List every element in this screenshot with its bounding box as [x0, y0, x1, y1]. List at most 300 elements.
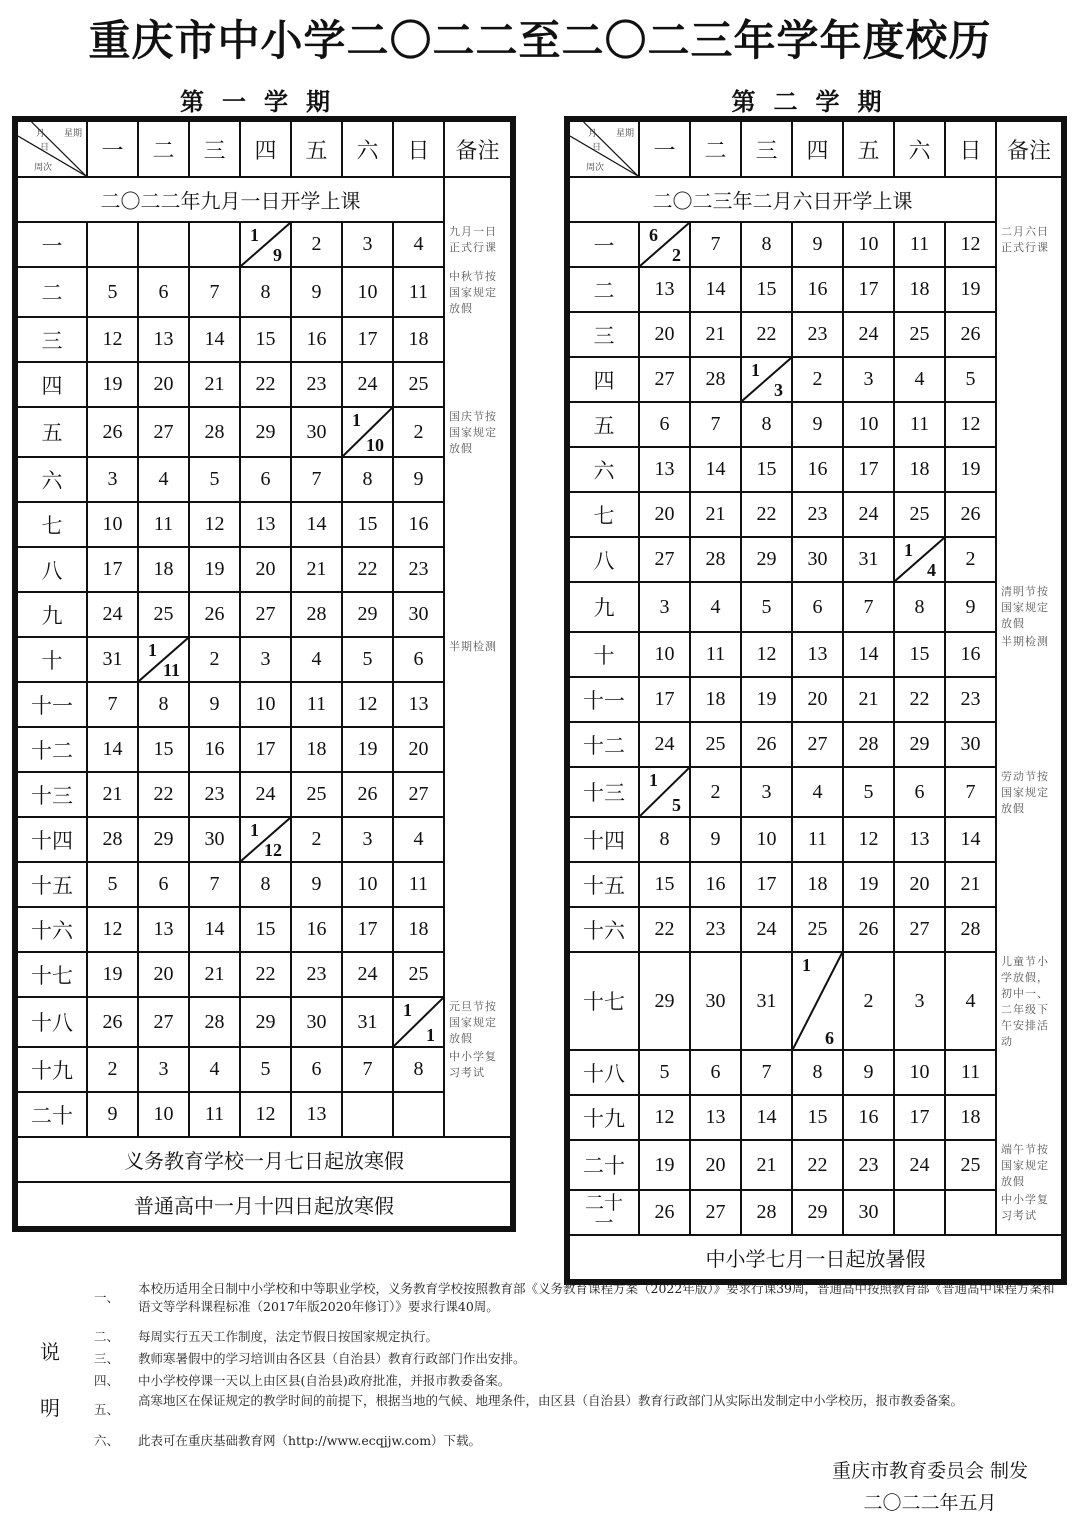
- note-text: 高寒地区在保证规定的教学时间的前提下，根据当地的气候、地理条件，由区县（自治县）教育行政部门从实际出发制定中小学校历，报市教委备案。: [138, 1393, 964, 1408]
- week-row: [17, 222, 511, 267]
- day-cell: 30: [189, 817, 240, 862]
- day-cell: 10: [240, 682, 291, 727]
- note-item: [94, 1350, 1064, 1368]
- day-cell: 7: [87, 682, 138, 727]
- corner-week-label: 周次: [586, 163, 605, 173]
- day-cell: 16: [792, 267, 843, 312]
- week-row: [569, 267, 1062, 312]
- remarks-spacer: [444, 177, 511, 222]
- semester-1-title: 第一学期: [180, 88, 348, 116]
- week-row: [17, 547, 511, 592]
- week-row: [569, 402, 1062, 447]
- day-cell: 15: [240, 317, 291, 362]
- header-row: [569, 121, 1062, 177]
- day-cell: 29: [639, 952, 690, 1050]
- day-cell: 19: [741, 677, 792, 722]
- day-cell: 9: [87, 1092, 138, 1137]
- day-cell: 15: [639, 862, 690, 907]
- week-label: 十一: [569, 677, 639, 722]
- day-cell: 5: [639, 1050, 690, 1095]
- day-cell: 27: [894, 907, 945, 952]
- week-label: 十六: [17, 907, 87, 952]
- day-cell: 26: [87, 407, 138, 457]
- day-cell: 17: [342, 317, 393, 362]
- day-cell: 26: [945, 312, 996, 357]
- day-cell: 8: [792, 1050, 843, 1095]
- day-cell: 24: [342, 952, 393, 997]
- day-cell: 12: [741, 632, 792, 677]
- day-cell: 23: [393, 547, 444, 592]
- day-cell: 25: [792, 907, 843, 952]
- vacation-notice: 普通高中一月十四日起放寒假: [17, 1182, 511, 1227]
- week-row: [17, 772, 511, 817]
- day-cell: 8: [342, 457, 393, 502]
- day-cell: 18: [690, 677, 741, 722]
- start-banner-row: [569, 177, 1062, 222]
- day-cell: 10: [342, 267, 393, 317]
- day-cell: 26: [342, 772, 393, 817]
- month-start-cell: [639, 767, 690, 817]
- remark-cell: [996, 267, 1062, 312]
- week-label: 六: [569, 447, 639, 492]
- day-cell: 20: [690, 1140, 741, 1190]
- day-cell: 2: [945, 537, 996, 582]
- semester-2-title: 第二学期: [731, 88, 900, 116]
- day-cell: 28: [87, 817, 138, 862]
- day-cell: 15: [792, 1095, 843, 1140]
- month-number: 6: [649, 225, 658, 245]
- day-cell: 4: [690, 582, 741, 632]
- day-cell: 10: [342, 862, 393, 907]
- week-label: 八: [569, 537, 639, 582]
- week-row: [17, 502, 511, 547]
- month-number: 1: [751, 360, 760, 380]
- footer-row: [17, 1182, 511, 1227]
- day-cell: 8: [741, 222, 792, 267]
- day-cell: 7: [690, 402, 741, 447]
- day-cell: [87, 222, 138, 267]
- day-cell: 23: [945, 677, 996, 722]
- day-cell: 20: [639, 312, 690, 357]
- day-cell: 7: [843, 582, 894, 632]
- day-cell: 19: [639, 1140, 690, 1190]
- day-cell: 23: [189, 772, 240, 817]
- week-label: 三: [569, 312, 639, 357]
- remark-cell: [996, 312, 1062, 357]
- day-cell: 23: [843, 1140, 894, 1190]
- day-number: 10: [366, 435, 384, 455]
- day-cell: 29: [138, 817, 189, 862]
- day-cell: 3: [342, 222, 393, 267]
- day-cell: 18: [138, 547, 189, 592]
- day-cell: 19: [945, 267, 996, 312]
- week-row: [17, 267, 511, 317]
- day-cell: 3: [342, 817, 393, 862]
- day-cell: 11: [690, 632, 741, 677]
- remark-cell: [444, 1092, 511, 1137]
- day-number: 11: [162, 660, 180, 680]
- remark-cell: [444, 457, 511, 502]
- day-cell: 5: [945, 357, 996, 402]
- week-row: [569, 862, 1062, 907]
- day-cell: 13: [240, 502, 291, 547]
- remark-cell: 中小学复习考试: [444, 1047, 511, 1092]
- start-banner: 二〇二二年九月一日开学上课: [17, 177, 444, 222]
- week-label: 二: [17, 267, 87, 317]
- note-item: [94, 1328, 1064, 1346]
- month-start-cell: [393, 997, 444, 1047]
- day-cell: 15: [741, 447, 792, 492]
- day-cell: 13: [639, 447, 690, 492]
- day-cell: 30: [945, 722, 996, 767]
- day-cell: 12: [843, 817, 894, 862]
- day-cell: 22: [894, 677, 945, 722]
- week-row: [569, 767, 1062, 817]
- day-cell: 7: [291, 457, 342, 502]
- day-cell: 12: [945, 222, 996, 267]
- weekday-header: 四: [240, 121, 291, 177]
- day-cell: 24: [240, 772, 291, 817]
- day-cell: 6: [240, 457, 291, 502]
- month-start-cell: [639, 222, 690, 267]
- day-cell: 13: [393, 682, 444, 727]
- day-cell: 12: [87, 907, 138, 952]
- remark-cell: [996, 537, 1062, 582]
- day-cell: 13: [792, 632, 843, 677]
- week-label: 九: [17, 592, 87, 637]
- day-cell: 4: [792, 767, 843, 817]
- month-start-cell: [342, 407, 393, 457]
- week-row: [17, 727, 511, 772]
- week-row: [17, 592, 511, 637]
- day-cell: 20: [240, 547, 291, 592]
- day-cell: [894, 1190, 945, 1235]
- week-label: 十: [569, 632, 639, 677]
- remark-cell: 端午节按国家规定放假: [996, 1140, 1062, 1190]
- day-cell: 18: [945, 1095, 996, 1140]
- day-cell: 16: [843, 1095, 894, 1140]
- remark-cell: [444, 862, 511, 907]
- week-row: [569, 582, 1062, 632]
- month-start-cell: [240, 817, 291, 862]
- week-label: 十九: [569, 1095, 639, 1140]
- day-cell: 3: [843, 357, 894, 402]
- remark-cell: [996, 402, 1062, 447]
- day-cell: 7: [741, 1050, 792, 1095]
- day-cell: 28: [741, 1190, 792, 1235]
- day-cell: 15: [342, 502, 393, 547]
- remark-cell: [996, 722, 1062, 767]
- remark-cell: [444, 317, 511, 362]
- day-cell: 5: [189, 457, 240, 502]
- day-cell: 24: [843, 312, 894, 357]
- day-cell: 6: [894, 767, 945, 817]
- day-cell: 21: [690, 492, 741, 537]
- remark-cell: 劳动节按国家规定放假: [996, 767, 1062, 817]
- day-cell: 14: [189, 317, 240, 362]
- calendar-table: [568, 120, 1063, 1281]
- remark-cell: [996, 862, 1062, 907]
- day-cell: 11: [894, 222, 945, 267]
- remark-cell: [996, 907, 1062, 952]
- day-cell: 11: [393, 862, 444, 907]
- day-cell: [393, 1092, 444, 1137]
- week-row: [17, 457, 511, 502]
- weekday-header: 二: [138, 121, 189, 177]
- day-cell: 8: [741, 402, 792, 447]
- day-cell: 17: [639, 677, 690, 722]
- day-cell: 30: [291, 407, 342, 457]
- day-cell: 26: [843, 907, 894, 952]
- week-row: [17, 997, 511, 1047]
- day-cell: 7: [189, 862, 240, 907]
- footer-row: [569, 1235, 1062, 1280]
- day-cell: 21: [741, 1140, 792, 1190]
- week-label: 三: [17, 317, 87, 362]
- day-cell: 13: [894, 817, 945, 862]
- day-cell: 17: [894, 1095, 945, 1140]
- day-cell: 22: [240, 362, 291, 407]
- day-cell: 9: [843, 1050, 894, 1095]
- remark-cell: [444, 362, 511, 407]
- day-cell: 26: [945, 492, 996, 537]
- day-cell: 5: [342, 637, 393, 682]
- remark-cell: [444, 817, 511, 862]
- day-cell: 14: [843, 632, 894, 677]
- day-cell: 30: [690, 952, 741, 1050]
- day-cell: 29: [894, 722, 945, 767]
- day-cell: 29: [741, 537, 792, 582]
- remarks-spacer: [996, 177, 1062, 222]
- week-label: 十四: [17, 817, 87, 862]
- day-cell: 20: [639, 492, 690, 537]
- day-cell: 3: [87, 457, 138, 502]
- day-cell: 15: [894, 632, 945, 677]
- note-item: [94, 1432, 1064, 1450]
- week-row: [17, 1047, 511, 1092]
- day-cell: 27: [138, 997, 189, 1047]
- day-cell: 5: [87, 862, 138, 907]
- day-cell: 13: [138, 317, 189, 362]
- week-label: 十七: [17, 952, 87, 997]
- day-cell: 27: [138, 407, 189, 457]
- week-row: [17, 317, 511, 362]
- day-cell: 30: [393, 592, 444, 637]
- remark-cell: [996, 817, 1062, 862]
- day-number: 6: [825, 1028, 834, 1048]
- remark-cell: [996, 677, 1062, 722]
- note-number: 六、: [94, 1433, 120, 1448]
- day-cell: 25: [894, 312, 945, 357]
- day-cell: 20: [138, 362, 189, 407]
- semester-2-calendar: [564, 116, 1067, 1285]
- remark-cell: 儿童节小学放假，初中一、二年级下午安排活动: [996, 952, 1062, 1050]
- day-cell: 4: [393, 817, 444, 862]
- week-row: [17, 682, 511, 727]
- day-cell: 28: [690, 537, 741, 582]
- day-cell: 25: [393, 952, 444, 997]
- day-cell: 19: [945, 447, 996, 492]
- month-number: 1: [649, 770, 658, 790]
- week-row: [569, 952, 1062, 1050]
- day-cell: 11: [894, 402, 945, 447]
- day-cell: 2: [393, 407, 444, 457]
- day-cell: 18: [393, 907, 444, 952]
- day-cell: 16: [291, 907, 342, 952]
- day-number: 3: [774, 380, 783, 400]
- day-cell: 13: [639, 267, 690, 312]
- day-cell: 10: [843, 222, 894, 267]
- day-cell: 25: [291, 772, 342, 817]
- day-cell: 28: [690, 357, 741, 402]
- week-row: [569, 447, 1062, 492]
- day-cell: 24: [342, 362, 393, 407]
- day-cell: 21: [189, 952, 240, 997]
- day-number: 4: [927, 560, 936, 580]
- day-cell: 22: [792, 1140, 843, 1190]
- day-cell: 22: [741, 492, 792, 537]
- corner-month-label: 月: [588, 129, 598, 139]
- remark-cell: [996, 1095, 1062, 1140]
- day-cell: 12: [639, 1095, 690, 1140]
- day-cell: 3: [741, 767, 792, 817]
- week-label: 五: [17, 407, 87, 457]
- day-cell: 13: [138, 907, 189, 952]
- day-cell: 10: [741, 817, 792, 862]
- day-cell: 18: [894, 267, 945, 312]
- corner-week-label: 周次: [34, 163, 53, 173]
- day-cell: 22: [741, 312, 792, 357]
- day-cell: 20: [393, 727, 444, 772]
- note-number: 五、: [94, 1402, 120, 1417]
- week-label: 十五: [17, 862, 87, 907]
- week-row: [569, 1190, 1062, 1235]
- day-cell: 17: [240, 727, 291, 772]
- day-cell: 9: [291, 267, 342, 317]
- day-cell: 6: [639, 402, 690, 447]
- remark-cell: 二月六日正式行课: [996, 222, 1062, 267]
- week-label: 二十: [569, 1140, 639, 1190]
- week-label: 七: [17, 502, 87, 547]
- weekday-header: 日: [945, 121, 996, 177]
- day-cell: 25: [690, 722, 741, 767]
- month-start-cell: [894, 537, 945, 582]
- day-cell: 18: [792, 862, 843, 907]
- day-cell: 31: [741, 952, 792, 1050]
- day-cell: 2: [843, 952, 894, 1050]
- week-label: 二十: [17, 1092, 87, 1137]
- day-cell: 9: [393, 457, 444, 502]
- day-cell: 14: [741, 1095, 792, 1140]
- day-cell: 12: [87, 317, 138, 362]
- day-cell: 24: [639, 722, 690, 767]
- day-cell: 24: [741, 907, 792, 952]
- day-cell: 5: [240, 1047, 291, 1092]
- week-label: 十: [17, 637, 87, 682]
- remark-cell: 清明节按国家规定放假: [996, 582, 1062, 632]
- day-cell: 5: [741, 582, 792, 632]
- day-cell: 3: [240, 637, 291, 682]
- remark-cell: 元旦节按国家规定放假: [444, 997, 511, 1047]
- day-cell: 10: [138, 1092, 189, 1137]
- day-cell: 11: [291, 682, 342, 727]
- week-row: [17, 952, 511, 997]
- week-label: 一: [569, 222, 639, 267]
- week-row: [569, 537, 1062, 582]
- day-cell: 4: [291, 637, 342, 682]
- notes-label: 说明: [40, 1340, 60, 1420]
- week-row: [17, 907, 511, 952]
- week-row: [569, 677, 1062, 722]
- day-cell: 26: [189, 592, 240, 637]
- day-cell: 27: [240, 592, 291, 637]
- day-cell: 22: [342, 547, 393, 592]
- week-row: [17, 407, 511, 457]
- month-start-cell: [138, 637, 189, 682]
- note-item: [94, 1392, 1064, 1417]
- day-cell: 12: [342, 682, 393, 727]
- day-cell: 11: [393, 267, 444, 317]
- day-cell: 16: [393, 502, 444, 547]
- month-number: 1: [250, 225, 259, 245]
- weekday-header: 六: [894, 121, 945, 177]
- day-cell: 23: [690, 907, 741, 952]
- day-cell: 16: [189, 727, 240, 772]
- week-row: [569, 632, 1062, 677]
- day-cell: 28: [291, 592, 342, 637]
- day-cell: 16: [690, 862, 741, 907]
- week-label: 二: [569, 267, 639, 312]
- remark-cell: 九月一日正式行课: [444, 222, 511, 267]
- day-cell: [342, 1092, 393, 1137]
- week-label: 十八: [17, 997, 87, 1047]
- day-cell: 27: [639, 357, 690, 402]
- week-label: 十九: [17, 1047, 87, 1092]
- day-cell: 21: [945, 862, 996, 907]
- note-text: 教师寒暑假中的学习培训由各区县（自治县）教育行政部门作出安排。: [138, 1351, 526, 1366]
- week-row: [569, 907, 1062, 952]
- remark-cell: [996, 447, 1062, 492]
- day-cell: 17: [741, 862, 792, 907]
- day-cell: 30: [291, 997, 342, 1047]
- week-label: 十八: [569, 1050, 639, 1095]
- day-cell: 24: [894, 1140, 945, 1190]
- day-cell: 12: [945, 402, 996, 447]
- day-cell: 5: [843, 767, 894, 817]
- day-cell: 7: [690, 222, 741, 267]
- corner-day-label: 日: [40, 143, 50, 153]
- weekday-header: 日: [393, 121, 444, 177]
- week-row: [17, 862, 511, 907]
- corner-cell: [569, 121, 639, 177]
- day-number: 12: [264, 840, 282, 860]
- day-cell: 8: [393, 1047, 444, 1092]
- remark-cell: [444, 772, 511, 817]
- month-number: 1: [352, 410, 361, 430]
- day-cell: 25: [138, 592, 189, 637]
- signature: [810, 1455, 1050, 1519]
- day-cell: 13: [291, 1092, 342, 1137]
- footer-row: [17, 1137, 511, 1182]
- day-cell: 11: [945, 1050, 996, 1095]
- day-number: 2: [672, 245, 681, 265]
- day-cell: 18: [393, 317, 444, 362]
- start-banner-row: [17, 177, 511, 222]
- week-label: 十一: [17, 682, 87, 727]
- day-cell: 9: [189, 682, 240, 727]
- corner-weekday-label: 星期: [63, 129, 82, 139]
- week-label: 七: [569, 492, 639, 537]
